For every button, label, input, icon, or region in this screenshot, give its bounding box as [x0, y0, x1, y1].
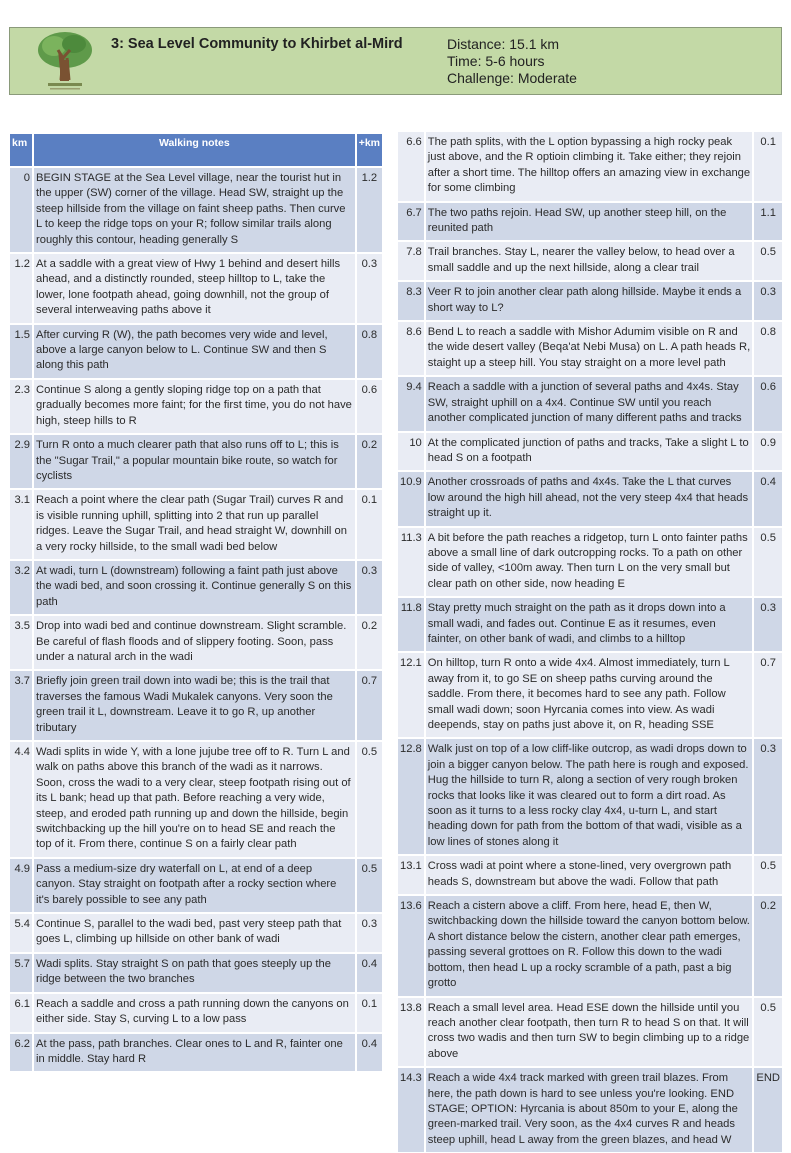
row-km: 13.1: [397, 855, 425, 895]
row-note: Wadi splits. Stay straight S on path that goes steeply up the ridge between the two branches: [33, 953, 356, 993]
row-plus-km: 0.5: [753, 241, 783, 281]
table-row: [397, 895, 783, 996]
row-km: 1.2: [9, 253, 33, 324]
row-note: Wadi splits in wide Y, with a lone jujube tree off to R. Turn L and walk on paths above this branch of the wadi as it narrows. Soon, cross the wadi to a very clear, steep footpath rising out of its L bank; head up that path. Before reaching a very wide, steep, and eroded path running up and down the hillside, begin switchbacking up the hill you're on to head SE and reach the top of it. From there, continue S on a fairly clear path: [33, 741, 356, 858]
table-row: [397, 652, 783, 738]
row-plus-km: 0.8: [356, 324, 383, 379]
table-row: [9, 913, 383, 953]
row-km: 10.9: [397, 471, 425, 526]
row-plus-km: 0.1: [356, 993, 383, 1033]
row-note: Reach a saddle with a junction of several paths and 4x4s. Stay SW, straight uphill on a 4x4. Continue SW until you reach another complicated junction of many different paths and tracks: [425, 376, 754, 431]
row-note: At the complicated junction of paths and tracks, Take a slight L to head S on a footpath: [425, 432, 754, 472]
table-row: [397, 527, 783, 598]
row-km: 14.3: [397, 1067, 425, 1153]
col-plus-km: +km: [356, 133, 383, 167]
row-plus-km: 1.1: [753, 202, 783, 242]
row-note: At wadi, turn L (downstream) following a faint path just above the wadi bed, and soon crossing it. Continue generally S on this path: [33, 560, 356, 615]
table-row: [397, 131, 783, 202]
row-note: The two paths rejoin. Head SW, up another steep hill, on the reunited path: [425, 202, 754, 242]
row-km: 12.8: [397, 738, 425, 855]
row-note: Reach a cistern above a cliff. From here, head E, then W, switchbacking down the hillside toward the canyon bottom below. A short distance below the cistern, another clear path emerges, passing several grottoes on R. Follow this down to the wadi bottom, then head L up a rocky scramble of a path, past a big grotto: [425, 895, 754, 996]
row-note: On hilltop, turn R onto a wide 4x4. Almost immediately, turn L away from it, to go SE on sheep paths curving around the saddle. From there, it becomes hard to see any path. Follow small wadi down; soon Hyrcania comes into view. As wadi deepends, stay on paths just above it, on R, heading SSE: [425, 652, 754, 738]
row-km: 6.1: [9, 993, 33, 1033]
table-row: [9, 379, 383, 434]
row-km: 11.8: [397, 597, 425, 652]
table-row: [9, 953, 383, 993]
table-row: [397, 997, 783, 1068]
row-plus-km: 0.6: [356, 379, 383, 434]
table-row: [397, 855, 783, 895]
table-row: [9, 615, 383, 670]
row-plus-km: 0.5: [753, 527, 783, 598]
distance: Distance: 15.1 km: [447, 36, 560, 52]
row-plus-km: 1.2: [356, 167, 383, 253]
row-km: 3.1: [9, 489, 33, 560]
row-plus-km: 0.4: [356, 953, 383, 993]
row-plus-km: 0.7: [356, 670, 383, 741]
row-km: 11.3: [397, 527, 425, 598]
table-row: [9, 1033, 383, 1073]
row-plus-km: 0.3: [753, 597, 783, 652]
time: Time: 5-6 hours: [447, 53, 545, 69]
table-row: [397, 1067, 783, 1153]
row-plus-km: 0.4: [356, 1033, 383, 1073]
table-row: [9, 167, 383, 253]
row-km: 3.7: [9, 670, 33, 741]
row-plus-km: 0.1: [356, 489, 383, 560]
row-km: 5.4: [9, 913, 33, 953]
table-row: [9, 670, 383, 741]
table-row: [9, 489, 383, 560]
row-km: 8.3: [397, 281, 425, 321]
row-note: Pass a medium-size dry waterfall on L, at end of a deep canyon. Stay straight on footpath after a rocky section where it's barely possible to see any path: [33, 858, 356, 913]
row-plus-km: 0.5: [356, 741, 383, 858]
row-plus-km: 0.3: [356, 913, 383, 953]
row-plus-km: 0.5: [753, 997, 783, 1068]
row-note: Cross wadi at point where a stone-lined, very overgrown path heads S, downstream but above the wadi. Follow that path: [425, 855, 754, 895]
row-km: 5.7: [9, 953, 33, 993]
row-km: 6.6: [397, 131, 425, 202]
col-km: km: [9, 133, 33, 167]
table-row: [397, 241, 783, 281]
row-note: Reach a wide 4x4 track marked with green trail blazes. From here, the path down is hard to see unless you're looking. END STAGE; OPTION: Hyrcania is about 850m to your E, along the green-marked trail. Very soon, as the 4x4 curves R and heads steep uphill, head L away from the green blazes, and head W: [425, 1067, 754, 1153]
row-plus-km: 0.3: [753, 281, 783, 321]
row-km: 8.6: [397, 321, 425, 376]
col-walking-notes: Walking notes: [33, 133, 356, 167]
row-km: 4.4: [9, 741, 33, 858]
row-note: Stay pretty much straight on the path as it drops down into a small wadi, and fades out. Continue E as it resumes, even fainter, on other bank of wadi, and climbs to a hilltop: [425, 597, 754, 652]
table-row: [397, 597, 783, 652]
row-plus-km: 0.2: [753, 895, 783, 996]
table-row: [9, 324, 383, 379]
row-note: Briefly join green trail down into wadi be; this is the trail that traverses the famous Wadi Mukalek canyons. Very soon the green trail it L, downstream. Leave it to go R, up another tributary: [33, 670, 356, 741]
row-note: Reach a small level area. Head ESE down the hillside until you reach another clear footpath, then turn R to head S on that. It will cross two wadis and then turn SW to begin climbing up to a ridge above: [425, 997, 754, 1068]
row-note: Walk just on top of a low cliff-like outcrop, as wadi drops down to join a bigger canyon below. The path here is rough and exposed. Hug the hillside to turn R, along a section of very rough broken rocks that looks like it was cleared out to form a dirt road. As soon as it turns to a less rocky clay 4x4, u-turn L, and start heading down for path from the bottom of that wadi, visible as a low lines of stones along it: [425, 738, 754, 855]
row-note: At a saddle with a great view of Hwy 1 behind and desert hills ahead, and a distinctly rounded, steep hilltop to L, take the lower, lone footpath ahead, going downhill, not the group of several interweaving paths above it: [33, 253, 356, 324]
table-row: [397, 202, 783, 242]
row-plus-km: 0.2: [356, 615, 383, 670]
stage-title: 3: Sea Level Community to Khirbet al-Mird: [111, 36, 403, 52]
table-row: [397, 281, 783, 321]
row-plus-km: 0.3: [356, 253, 383, 324]
row-km: 9.4: [397, 376, 425, 431]
row-km: 3.5: [9, 615, 33, 670]
row-km: 0: [9, 167, 33, 253]
row-km: 13.8: [397, 997, 425, 1068]
row-plus-km: 0.3: [753, 738, 783, 855]
row-km: 6.2: [9, 1033, 33, 1073]
row-km: 2.9: [9, 434, 33, 489]
row-note: Reach a point where the clear path (Sugar Trail) curves R and is visible running uphill, splitting into 2 that run up parallel ridges. Leave the Sugar Trail, and head straight W, downhill on a very rocky hillside, to the small wadi bed below: [33, 489, 356, 560]
row-km: 10: [397, 432, 425, 472]
row-km: 6.7: [397, 202, 425, 242]
row-plus-km: 0.4: [753, 471, 783, 526]
row-note: Drop into wadi bed and continue downstream. Slight scramble. Be careful of flash floods and of slippery footing. Soon, pass under a natural arch in the wadi: [33, 615, 356, 670]
row-plus-km: 0.6: [753, 376, 783, 431]
row-note: Another crossroads of paths and 4x4s. Take the L that curves low around the high hill ahead, not the very steep 4x4 that heads straight up it.: [425, 471, 754, 526]
row-note: Veer R to join another clear path along hillside. Maybe it ends a short way to L?: [425, 281, 754, 321]
row-km: 13.6: [397, 895, 425, 996]
row-km: 1.5: [9, 324, 33, 379]
row-note: BEGIN STAGE at the Sea Level village, near the tourist hut in the upper (SW) corner of the village. Head SW, straight up the steep hillside from the village on faint sheep paths. Then curve L to keep the ridge tops on your R; follow similar trails along roughly this contour, heading generally S: [33, 167, 356, 253]
walking-notes-table-left: [9, 133, 383, 1072]
row-plus-km: 0.8: [753, 321, 783, 376]
stage-stats: [447, 36, 577, 87]
row-plus-km: 0.5: [753, 855, 783, 895]
row-plus-km: END: [753, 1067, 783, 1153]
table-row: [9, 993, 383, 1033]
table-row: [397, 432, 783, 472]
walking-notes-table-right: [397, 131, 783, 1153]
table-row: [9, 858, 383, 913]
row-note: Trail branches. Stay L, nearer the valley below, to head over a small saddle and up the next hillside, along a clear trail: [425, 241, 754, 281]
row-plus-km: 0.3: [356, 560, 383, 615]
stage-header-banner: [9, 27, 782, 95]
row-km: 2.3: [9, 379, 33, 434]
row-km: 4.9: [9, 858, 33, 913]
row-plus-km: 0.5: [356, 858, 383, 913]
row-km: 7.8: [397, 241, 425, 281]
row-note: At the pass, path branches. Clear ones to L and R, fainter one in middle. Stay hard R: [33, 1033, 356, 1073]
row-note: Continue S along a gently sloping ridge top on a path that gradually becomes more faint; for the first time, you do not have high, steep hills to R: [33, 379, 356, 434]
row-note: After curving R (W), the path becomes very wide and level, above a large canyon below to L. Continue SW and then S along this path: [33, 324, 356, 379]
challenge: Challenge: Moderate: [447, 70, 577, 86]
table-row: [397, 471, 783, 526]
row-note: Turn R onto a much clearer path that also runs off to L; this is the "Sugar Trail," a popular mountain bike route, so watch for cyclists: [33, 434, 356, 489]
table-row: [397, 376, 783, 431]
row-plus-km: 0.1: [753, 131, 783, 202]
row-plus-km: 0.7: [753, 652, 783, 738]
table-row: [9, 253, 383, 324]
table-row: [9, 560, 383, 615]
row-note: The path splits, with the L option bypassing a high rocky peak just above, and the R optioin climbing it. Take either; they rejoin after a short time. The hilltop offers an amazing view in exchange for some climbing: [425, 131, 754, 202]
table-row: [397, 738, 783, 855]
row-km: 3.2: [9, 560, 33, 615]
row-plus-km: 0.9: [753, 432, 783, 472]
tree-logo-icon: [34, 30, 96, 92]
table-row: [9, 741, 383, 858]
table-row: [9, 434, 383, 489]
table-row: [397, 321, 783, 376]
row-plus-km: 0.2: [356, 434, 383, 489]
row-note: Bend L to reach a saddle with Mishor Adumim visible on R and the wide desert valley (Beqa'at Nebi Musa) on L. A path heads R, staight up a steep hill. You stay straight on a more level path: [425, 321, 754, 376]
row-km: 12.1: [397, 652, 425, 738]
row-note: Continue S, parallel to the wadi bed, past very steep path that goes L, climbing up hillside on other bank of wadi: [33, 913, 356, 953]
row-note: Reach a saddle and cross a path running down the canyons on either side. Stay S, curving L to a low pass: [33, 993, 356, 1033]
row-note: A bit before the path reaches a ridgetop, turn L onto fainter paths above a small line of dark outcropping rocks. To a path on other side of valley, <100m away. Then turn L on the very small but clear path on other side, now heading E: [425, 527, 754, 598]
